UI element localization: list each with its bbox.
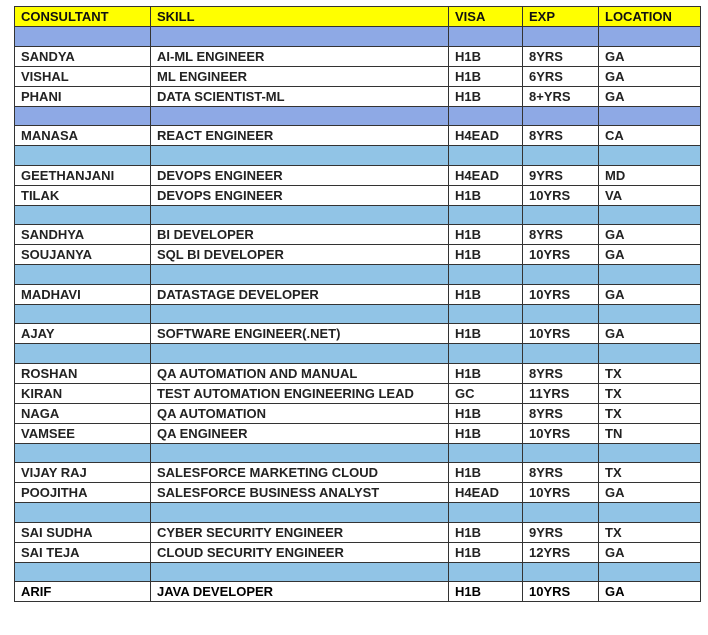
separator-cell: [449, 27, 523, 47]
table-row: [15, 87, 701, 107]
separator-cell: [599, 503, 701, 523]
cell-skill: QA AUTOMATION: [151, 404, 449, 424]
cell-consultant: NAGA: [15, 404, 151, 424]
cell-consultant: SOUJANYA: [15, 245, 151, 265]
cell-skill: CYBER SECURITY ENGINEER: [151, 523, 449, 543]
cell-skill: BI DEVELOPER: [151, 225, 449, 245]
separator-cell: [599, 107, 701, 127]
table-row: [15, 523, 701, 543]
separator-cell: [523, 107, 599, 127]
cell-exp: 8YRS: [523, 404, 599, 424]
table-row: [15, 245, 701, 265]
cell-location: GA: [599, 324, 701, 344]
cell-consultant: ROSHAN: [15, 364, 151, 384]
separator-cell: [523, 265, 599, 285]
cell-skill: QA ENGINEER: [151, 424, 449, 444]
cell-exp: 10YRS: [523, 285, 599, 305]
separator-cell: [599, 563, 701, 583]
cell-visa: H1B: [449, 67, 523, 87]
cell-skill: ML ENGINEER: [151, 67, 449, 87]
cell-consultant: POOJITHA: [15, 483, 151, 503]
cell-exp: 10YRS: [523, 186, 599, 206]
cell-skill: TEST AUTOMATION ENGINEERING LEAD: [151, 384, 449, 404]
separator-cell: [599, 444, 701, 464]
cell-visa: H4EAD: [449, 126, 523, 146]
cell-consultant: TILAK: [15, 186, 151, 206]
cell-exp: 9YRS: [523, 166, 599, 186]
cell-location: CA: [599, 126, 701, 146]
separator-cell: [449, 444, 523, 464]
cell-skill: AI-ML ENGINEER: [151, 47, 449, 67]
separator-cell: [449, 344, 523, 364]
cell-skill: CLOUD SECURITY ENGINEER: [151, 543, 449, 563]
cell-consultant: SAI TEJA: [15, 543, 151, 563]
cell-skill: SOFTWARE ENGINEER(.NET): [151, 324, 449, 344]
cell-visa: H1B: [449, 543, 523, 563]
separator-cell: [449, 146, 523, 166]
separator-cell: [599, 206, 701, 226]
separator-cell: [151, 146, 449, 166]
cell-visa: H1B: [449, 404, 523, 424]
cell-visa: H4EAD: [449, 483, 523, 503]
cell-visa: H1B: [449, 424, 523, 444]
separator-cell: [15, 107, 151, 127]
cell-consultant: ARIF: [15, 582, 151, 602]
cell-location: GA: [599, 87, 701, 107]
separator-cell: [523, 444, 599, 464]
cell-exp: 8YRS: [523, 47, 599, 67]
header-location: LOCATION: [599, 7, 701, 27]
separator-cell: [15, 146, 151, 166]
cell-exp: 6YRS: [523, 67, 599, 87]
cell-skill: REACT ENGINEER: [151, 126, 449, 146]
separator-cell: [523, 27, 599, 47]
cell-skill: SALESFORCE BUSINESS ANALYST: [151, 483, 449, 503]
separator-row: [15, 563, 701, 583]
separator-cell: [449, 563, 523, 583]
separator-cell: [15, 27, 151, 47]
cell-location: GA: [599, 483, 701, 503]
cell-exp: 8YRS: [523, 225, 599, 245]
separator-row: [15, 107, 701, 127]
cell-visa: H1B: [449, 324, 523, 344]
separator-cell: [523, 305, 599, 325]
separator-cell: [151, 503, 449, 523]
header-consultant: CONSULTANT: [15, 7, 151, 27]
cell-consultant: MADHAVI: [15, 285, 151, 305]
separator-cell: [523, 344, 599, 364]
cell-exp: 10YRS: [523, 483, 599, 503]
separator-cell: [449, 503, 523, 523]
cell-consultant: MANASA: [15, 126, 151, 146]
cell-exp: 9YRS: [523, 523, 599, 543]
table-row: [15, 384, 701, 404]
cell-location: GA: [599, 543, 701, 563]
separator-row: [15, 146, 701, 166]
separator-cell: [523, 146, 599, 166]
separator-cell: [15, 444, 151, 464]
cell-skill: SQL BI DEVELOPER: [151, 245, 449, 265]
cell-exp: 8+YRS: [523, 87, 599, 107]
cell-consultant: PHANI: [15, 87, 151, 107]
cell-consultant: VIJAY RAJ: [15, 463, 151, 483]
table-row: [15, 285, 701, 305]
separator-row: [15, 206, 701, 226]
cell-location: MD: [599, 166, 701, 186]
separator-cell: [151, 206, 449, 226]
separator-cell: [15, 206, 151, 226]
table-row: [15, 543, 701, 563]
cell-skill: DEVOPS ENGINEER: [151, 186, 449, 206]
cell-exp: 11YRS: [523, 384, 599, 404]
cell-location: GA: [599, 67, 701, 87]
separator-cell: [15, 265, 151, 285]
table-header-row: [15, 7, 701, 27]
cell-consultant: GEETHANJANI: [15, 166, 151, 186]
table-row: [15, 582, 701, 602]
cell-visa: H1B: [449, 245, 523, 265]
cell-exp: 8YRS: [523, 463, 599, 483]
separator-cell: [151, 107, 449, 127]
cell-visa: H1B: [449, 87, 523, 107]
separator-cell: [523, 206, 599, 226]
cell-visa: H4EAD: [449, 166, 523, 186]
separator-cell: [449, 265, 523, 285]
separator-row: [15, 27, 701, 47]
cell-location: TX: [599, 364, 701, 384]
cell-consultant: KIRAN: [15, 384, 151, 404]
cell-visa: H1B: [449, 225, 523, 245]
cell-visa: H1B: [449, 186, 523, 206]
table-row: [15, 364, 701, 384]
table-row: [15, 483, 701, 503]
separator-row: [15, 503, 701, 523]
cell-exp: 10YRS: [523, 245, 599, 265]
separator-cell: [449, 206, 523, 226]
cell-visa: H1B: [449, 364, 523, 384]
cell-location: VA: [599, 186, 701, 206]
separator-cell: [599, 27, 701, 47]
cell-location: TX: [599, 523, 701, 543]
separator-cell: [599, 344, 701, 364]
separator-cell: [15, 344, 151, 364]
separator-cell: [523, 563, 599, 583]
separator-cell: [599, 146, 701, 166]
separator-cell: [151, 27, 449, 47]
cell-consultant: SANDHYA: [15, 225, 151, 245]
cell-skill: DATA SCIENTIST-ML: [151, 87, 449, 107]
cell-skill: JAVA DEVELOPER: [151, 582, 449, 602]
cell-location: GA: [599, 245, 701, 265]
cell-consultant: SAI SUDHA: [15, 523, 151, 543]
cell-visa: H1B: [449, 285, 523, 305]
cell-visa: GC: [449, 384, 523, 404]
separator-cell: [15, 563, 151, 583]
cell-visa: H1B: [449, 582, 523, 602]
separator-cell: [151, 265, 449, 285]
separator-cell: [599, 265, 701, 285]
separator-row: [15, 344, 701, 364]
cell-location: GA: [599, 285, 701, 305]
cell-exp: 8YRS: [523, 126, 599, 146]
cell-location: TN: [599, 424, 701, 444]
separator-cell: [151, 444, 449, 464]
table-row: [15, 324, 701, 344]
table-row: [15, 463, 701, 483]
cell-location: GA: [599, 582, 701, 602]
header-visa: VISA: [449, 7, 523, 27]
header-exp: EXP: [523, 7, 599, 27]
separator-row: [15, 265, 701, 285]
cell-skill: SALESFORCE MARKETING CLOUD: [151, 463, 449, 483]
separator-cell: [449, 107, 523, 127]
separator-cell: [151, 305, 449, 325]
header-skill: SKILL: [151, 7, 449, 27]
separator-row: [15, 305, 701, 325]
cell-location: TX: [599, 404, 701, 424]
separator-cell: [151, 563, 449, 583]
cell-consultant: SANDYA: [15, 47, 151, 67]
consultant-table: [14, 6, 701, 602]
cell-location: TX: [599, 463, 701, 483]
cell-exp: 8YRS: [523, 364, 599, 384]
cell-visa: H1B: [449, 463, 523, 483]
table-row: [15, 126, 701, 146]
cell-location: GA: [599, 225, 701, 245]
table-row: [15, 404, 701, 424]
cell-visa: H1B: [449, 523, 523, 543]
separator-cell: [599, 305, 701, 325]
cell-skill: DATASTAGE DEVELOPER: [151, 285, 449, 305]
separator-cell: [449, 305, 523, 325]
separator-cell: [523, 503, 599, 523]
cell-location: GA: [599, 47, 701, 67]
cell-visa: H1B: [449, 47, 523, 67]
cell-exp: 12YRS: [523, 543, 599, 563]
cell-exp: 10YRS: [523, 582, 599, 602]
cell-exp: 10YRS: [523, 424, 599, 444]
cell-exp: 10YRS: [523, 324, 599, 344]
cell-skill: DEVOPS ENGINEER: [151, 166, 449, 186]
separator-cell: [15, 305, 151, 325]
table-row: [15, 166, 701, 186]
table-row: [15, 47, 701, 67]
cell-location: TX: [599, 384, 701, 404]
table-row: [15, 186, 701, 206]
separator-row: [15, 444, 701, 464]
table-row: [15, 67, 701, 87]
table-body: [15, 7, 701, 602]
separator-cell: [15, 503, 151, 523]
separator-cell: [151, 344, 449, 364]
cell-consultant: VISHAL: [15, 67, 151, 87]
table-row: [15, 424, 701, 444]
cell-consultant: AJAY: [15, 324, 151, 344]
cell-skill: QA AUTOMATION AND MANUAL: [151, 364, 449, 384]
table-row: [15, 225, 701, 245]
cell-consultant: VAMSEE: [15, 424, 151, 444]
